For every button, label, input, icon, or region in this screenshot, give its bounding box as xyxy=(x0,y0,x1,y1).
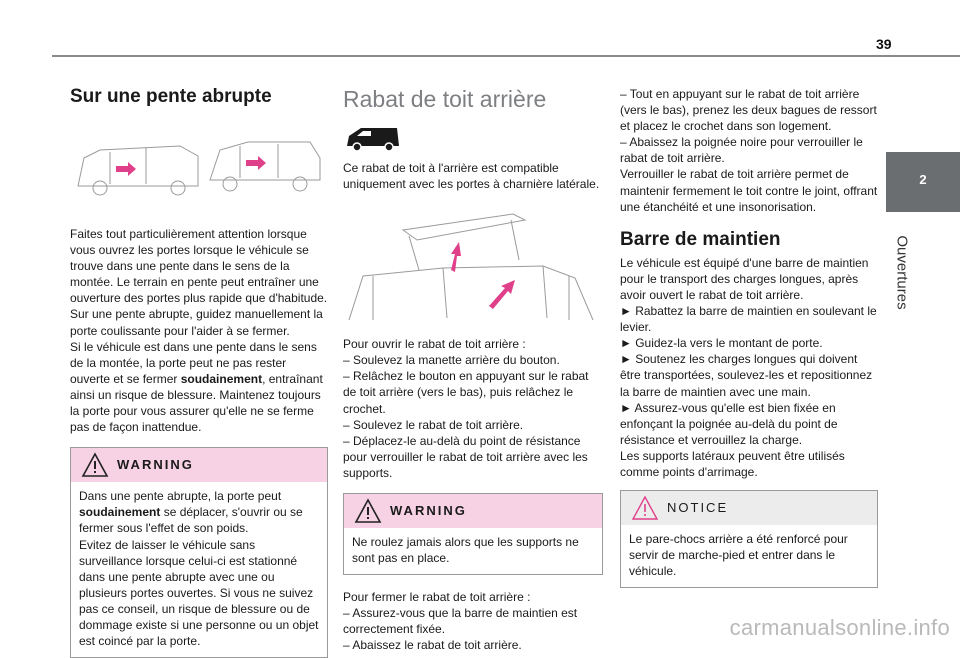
steep-slope-body: Faites tout particulièrement attention lorsque vous ouvrez les portes lorsque le véhicule se trouve dans une pente dans le sens de la montée. Le terrain en pente peut entraîner une ouverture des portes plus rapide que d'habitude. Sur une pente abrupte, guidez manuellement la porte coulissante pour l'aider à se fermer. Si le véhicule est dans une pente dans le sens de la montée, la porte peut ne pas rester ouverte et se fermer soudainement, entraînant ainsi un risque de blessure. Maintenez toujours la porte pour vous assurer qu'elle ne se ferme pas de façon inattendue. xyxy=(70,227,328,435)
warning-text: Dans une pente abrupte, la porte peut soudainement se déplacer, s'ouvrir ou se fermer sous l'effet de son poids. Evitez de laisser le véhicule sans surveillance lorsque celui-ci est stationné dans une pente abrupte avec une ou plusieurs portes ouvertes. Si vous ne suivez pas ce conseil, un risque de blessure ou de dommage existe si une personne ou un objet est coincé par la porte. xyxy=(79,489,319,649)
notice-text: Le pare-chocs arrière a été renforcé pour servir de marche-pied et entrer dans le véhicule. xyxy=(629,532,848,579)
section-title-holding-bar: Barre de maintien xyxy=(620,228,781,250)
warning-box-roof xyxy=(343,493,603,575)
warning-label: WARNING xyxy=(390,503,467,519)
warning-triangle-icon xyxy=(81,452,109,478)
roof-flap-close-steps: Pour fermer le rabat de toit arrière : – Assurez-vous que la barre de maintien est correctement fixée. – Abaissez le rabat de toit arrière. xyxy=(343,590,578,653)
column-steep-slope xyxy=(70,86,328,658)
notice-box xyxy=(620,490,878,588)
roof-flap-lock-steps: – Tout en appuyant sur le rabat de toit arrière (vers le bas), prenez les deux bagues de ressort et placez le crochet dans son logement. – Abaissez la poignée noire pour verrouiller le rabat de toit arrière. Verrouiller le rabat de toit arrière permet de maintenir fermement le toit contre le joint, offrant une étanchéité et une insonorisation. xyxy=(620,87,878,214)
warning-label: WARNING xyxy=(117,457,194,473)
roof-flap-intro: Ce rabat de toit à l'arrière est compatible uniquement avec les portes à charnière latérale. xyxy=(343,161,600,192)
header-rule xyxy=(52,55,960,57)
chapter-number: 2 xyxy=(919,172,927,187)
roof-flap-illustration xyxy=(343,210,601,328)
column-holding-bar xyxy=(620,86,878,588)
warning-triangle-icon xyxy=(354,498,382,524)
warning-header xyxy=(344,494,602,528)
chapter-label: Ouvertures xyxy=(893,235,911,310)
section-title-roof-flap: Rabat de toit arrière xyxy=(343,86,547,112)
warning-box-slope xyxy=(70,447,328,658)
holding-bar-body: Le véhicule est équipé d'une barre de maintien pour le transport des charges longues, après avoir ouvert le rabat de toit arrière. ► Rabattez la barre de maintien en soulevant le levier. ► Guidez-la vers le montant de porte. ► Soutenez les charges longues qui doivent être transportées, soulevez-les et repositionnez la barre de maintien avec une main. ► Assurez-vous qu'elle est bien fixée en enfonçant la poignée au-delà du point de résistance et verrouillez la charge. Les supports latéraux peuvent être utilisés comme points d'arrimage. xyxy=(620,255,877,479)
section-title-steep-slope: Sur une pente abrupte xyxy=(70,86,272,107)
warning-header xyxy=(71,448,327,482)
notice-triangle-icon xyxy=(631,495,659,521)
watermark: carmanualsonline.info xyxy=(729,615,950,640)
notice-label: NOTICE xyxy=(667,500,729,516)
chapter-tab[interactable] xyxy=(886,152,960,212)
notice-header xyxy=(621,491,877,525)
van-doors-illustration xyxy=(70,128,328,208)
column-roof-flap xyxy=(343,86,603,653)
van-icon xyxy=(343,124,403,152)
roof-flap-open-steps: Pour ouvrir le rabat de toit arrière : – Soulevez la manette arrière du bouton. – Relâchez le bouton en appuyant sur le rabat de toit arrière (vers le bas), puis relâchez le crochet. – Soulevez le rabat de toit arrière. – Déplacez-le au-delà du point de résistance pour verrouiller le rabat de toit arrière avec les supports. xyxy=(343,337,589,480)
warning-text: Ne roulez jamais alors que les supports ne sont pas en place. xyxy=(352,535,579,566)
page-number: 39 xyxy=(876,36,892,52)
